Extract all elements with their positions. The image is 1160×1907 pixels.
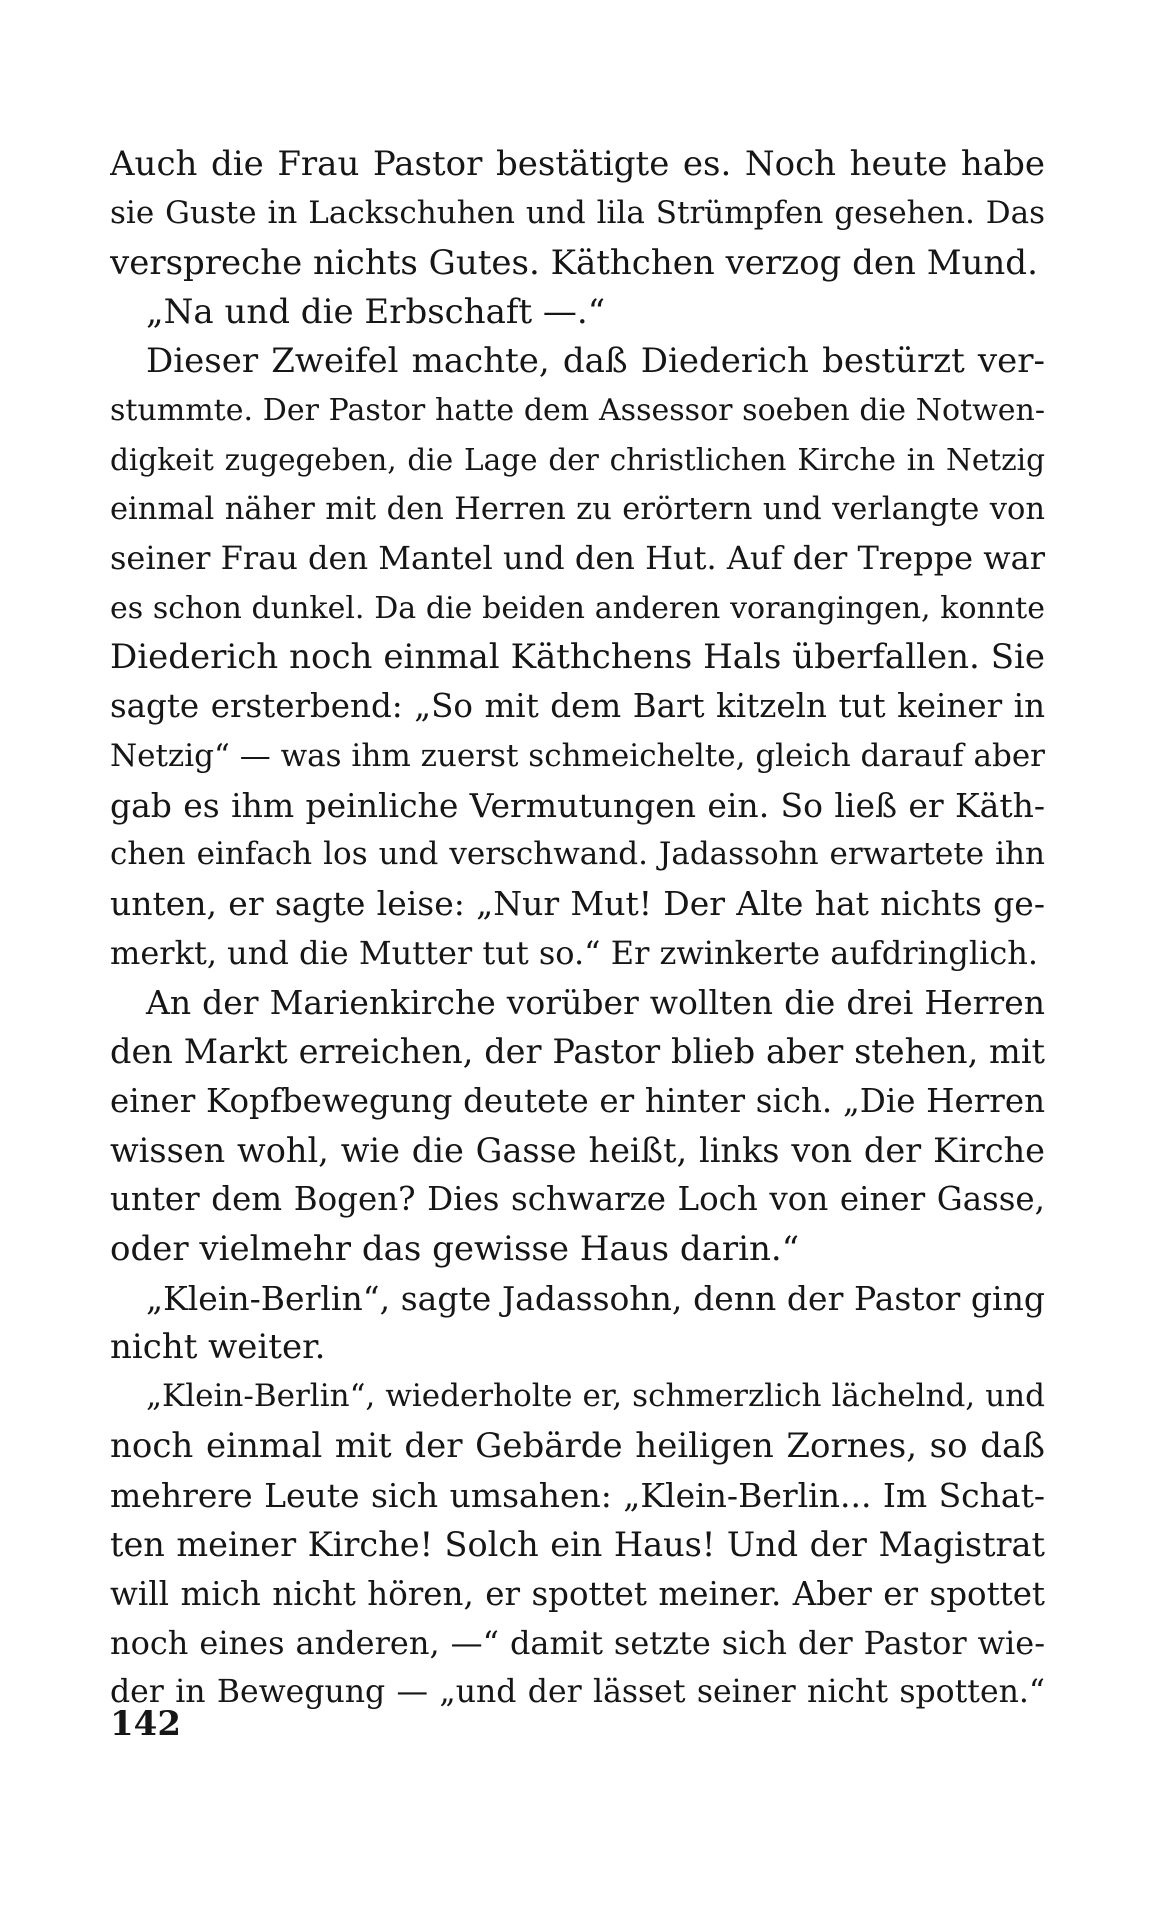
text-line: noch einmal mit der Gebärde heiligen Zornes, so daß: [110, 1425, 1045, 1466]
text-line: unten, er sagte leise: „Nur Mut! Der Alte hat nichts ge-: [110, 884, 1045, 924]
text-line: unter dem Bogen? Dies schwarze Loch von einer Gasse,: [110, 1180, 1045, 1219]
text-line: einmal näher mit den Herren zu erörtern und verlangte von: [110, 492, 1045, 528]
text-line: nicht weiter.: [110, 1327, 326, 1368]
text-line: oder vielmehr das gewisse Haus darin.“: [110, 1228, 800, 1269]
text-line: chen einfach los und verschwand. Jadassohn erwartete ihn: [110, 836, 1045, 873]
text-line: Netzig“ — was ihm zuerst schmeichelte, gleich darauf aber: [110, 737, 1045, 774]
text-line: verspreche nichts Gutes. Käthchen verzog den Mund.: [110, 242, 1038, 283]
text-line: „Klein-Berlin“, sagte Jadassohn, denn der Pastor ging: [146, 1278, 1045, 1318]
text-line: „Klein-Berlin“, wiederholte er, schmerzlich lächelnd, und: [146, 1378, 1045, 1415]
text-line: mehrere Leute sich umsahen: „Klein-Berlin... Im Schat-: [110, 1476, 1045, 1516]
text-line: wissen wohl, wie die Gasse heißt, links von der Kirche: [110, 1130, 1045, 1170]
text-line: digkeit zugegeben, die Lage der christlichen Kirche in Netzig: [110, 442, 1045, 477]
text-line: „Na und die Erbschaft —.“: [146, 291, 606, 332]
page-number: 142: [110, 1704, 181, 1744]
text-line: seiner Frau den Mantel und den Hut. Auf der Treppe war: [110, 539, 1045, 578]
text-line: sie Guste in Lackschuhen und lila Strümpfen gesehen. Das: [110, 195, 1045, 232]
body-text: [110, 140, 1045, 1718]
text-line: will mich nicht hören, er spottet meiner. Aber er spottet: [110, 1574, 1045, 1613]
text-line: An der Marienkirche vorüber wollten die drei Herren: [146, 983, 1045, 1023]
text-line: Auch die Frau Pastor bestätigte es. Noch heute habe: [110, 144, 1045, 184]
text-line: noch eines anderen, —“ damit setzte sich der Pastor wie-: [110, 1623, 1045, 1662]
text-line: ten meiner Kirche! Solch ein Haus! Und der Magistrat: [110, 1525, 1045, 1565]
text-line: Diederich noch einmal Käthchens Hals überfallen. Sie: [110, 636, 1045, 677]
text-line: stummte. Der Pastor hatte dem Assessor soeben die Notwen-: [110, 393, 1045, 429]
text-line: gab es ihm peinliche Vermutungen ein. So ließ er Käth-: [110, 785, 1045, 825]
text-line: Dieser Zweifel machte, daß Diederich bestürzt ver-: [146, 341, 1045, 382]
text-line: den Markt erreichen, der Pastor blieb aber stehen, mit: [110, 1032, 1045, 1072]
text-line: es schon dunkel. Da die beiden anderen vorangingen, konnte: [110, 590, 1045, 626]
text-line: einer Kopfbewegung deutete er hinter sich. „Die Herren: [110, 1081, 1045, 1120]
text-line: merkt, und die Mutter tut so.“ Er zwinkerte aufdringlich.: [110, 933, 1039, 972]
text-line: der in Bewegung — „und der lässet seiner nicht spotten.“: [110, 1674, 1045, 1711]
text-line: sagte ersterbend: „So mit dem Bart kitzeln tut keiner in: [110, 687, 1045, 726]
